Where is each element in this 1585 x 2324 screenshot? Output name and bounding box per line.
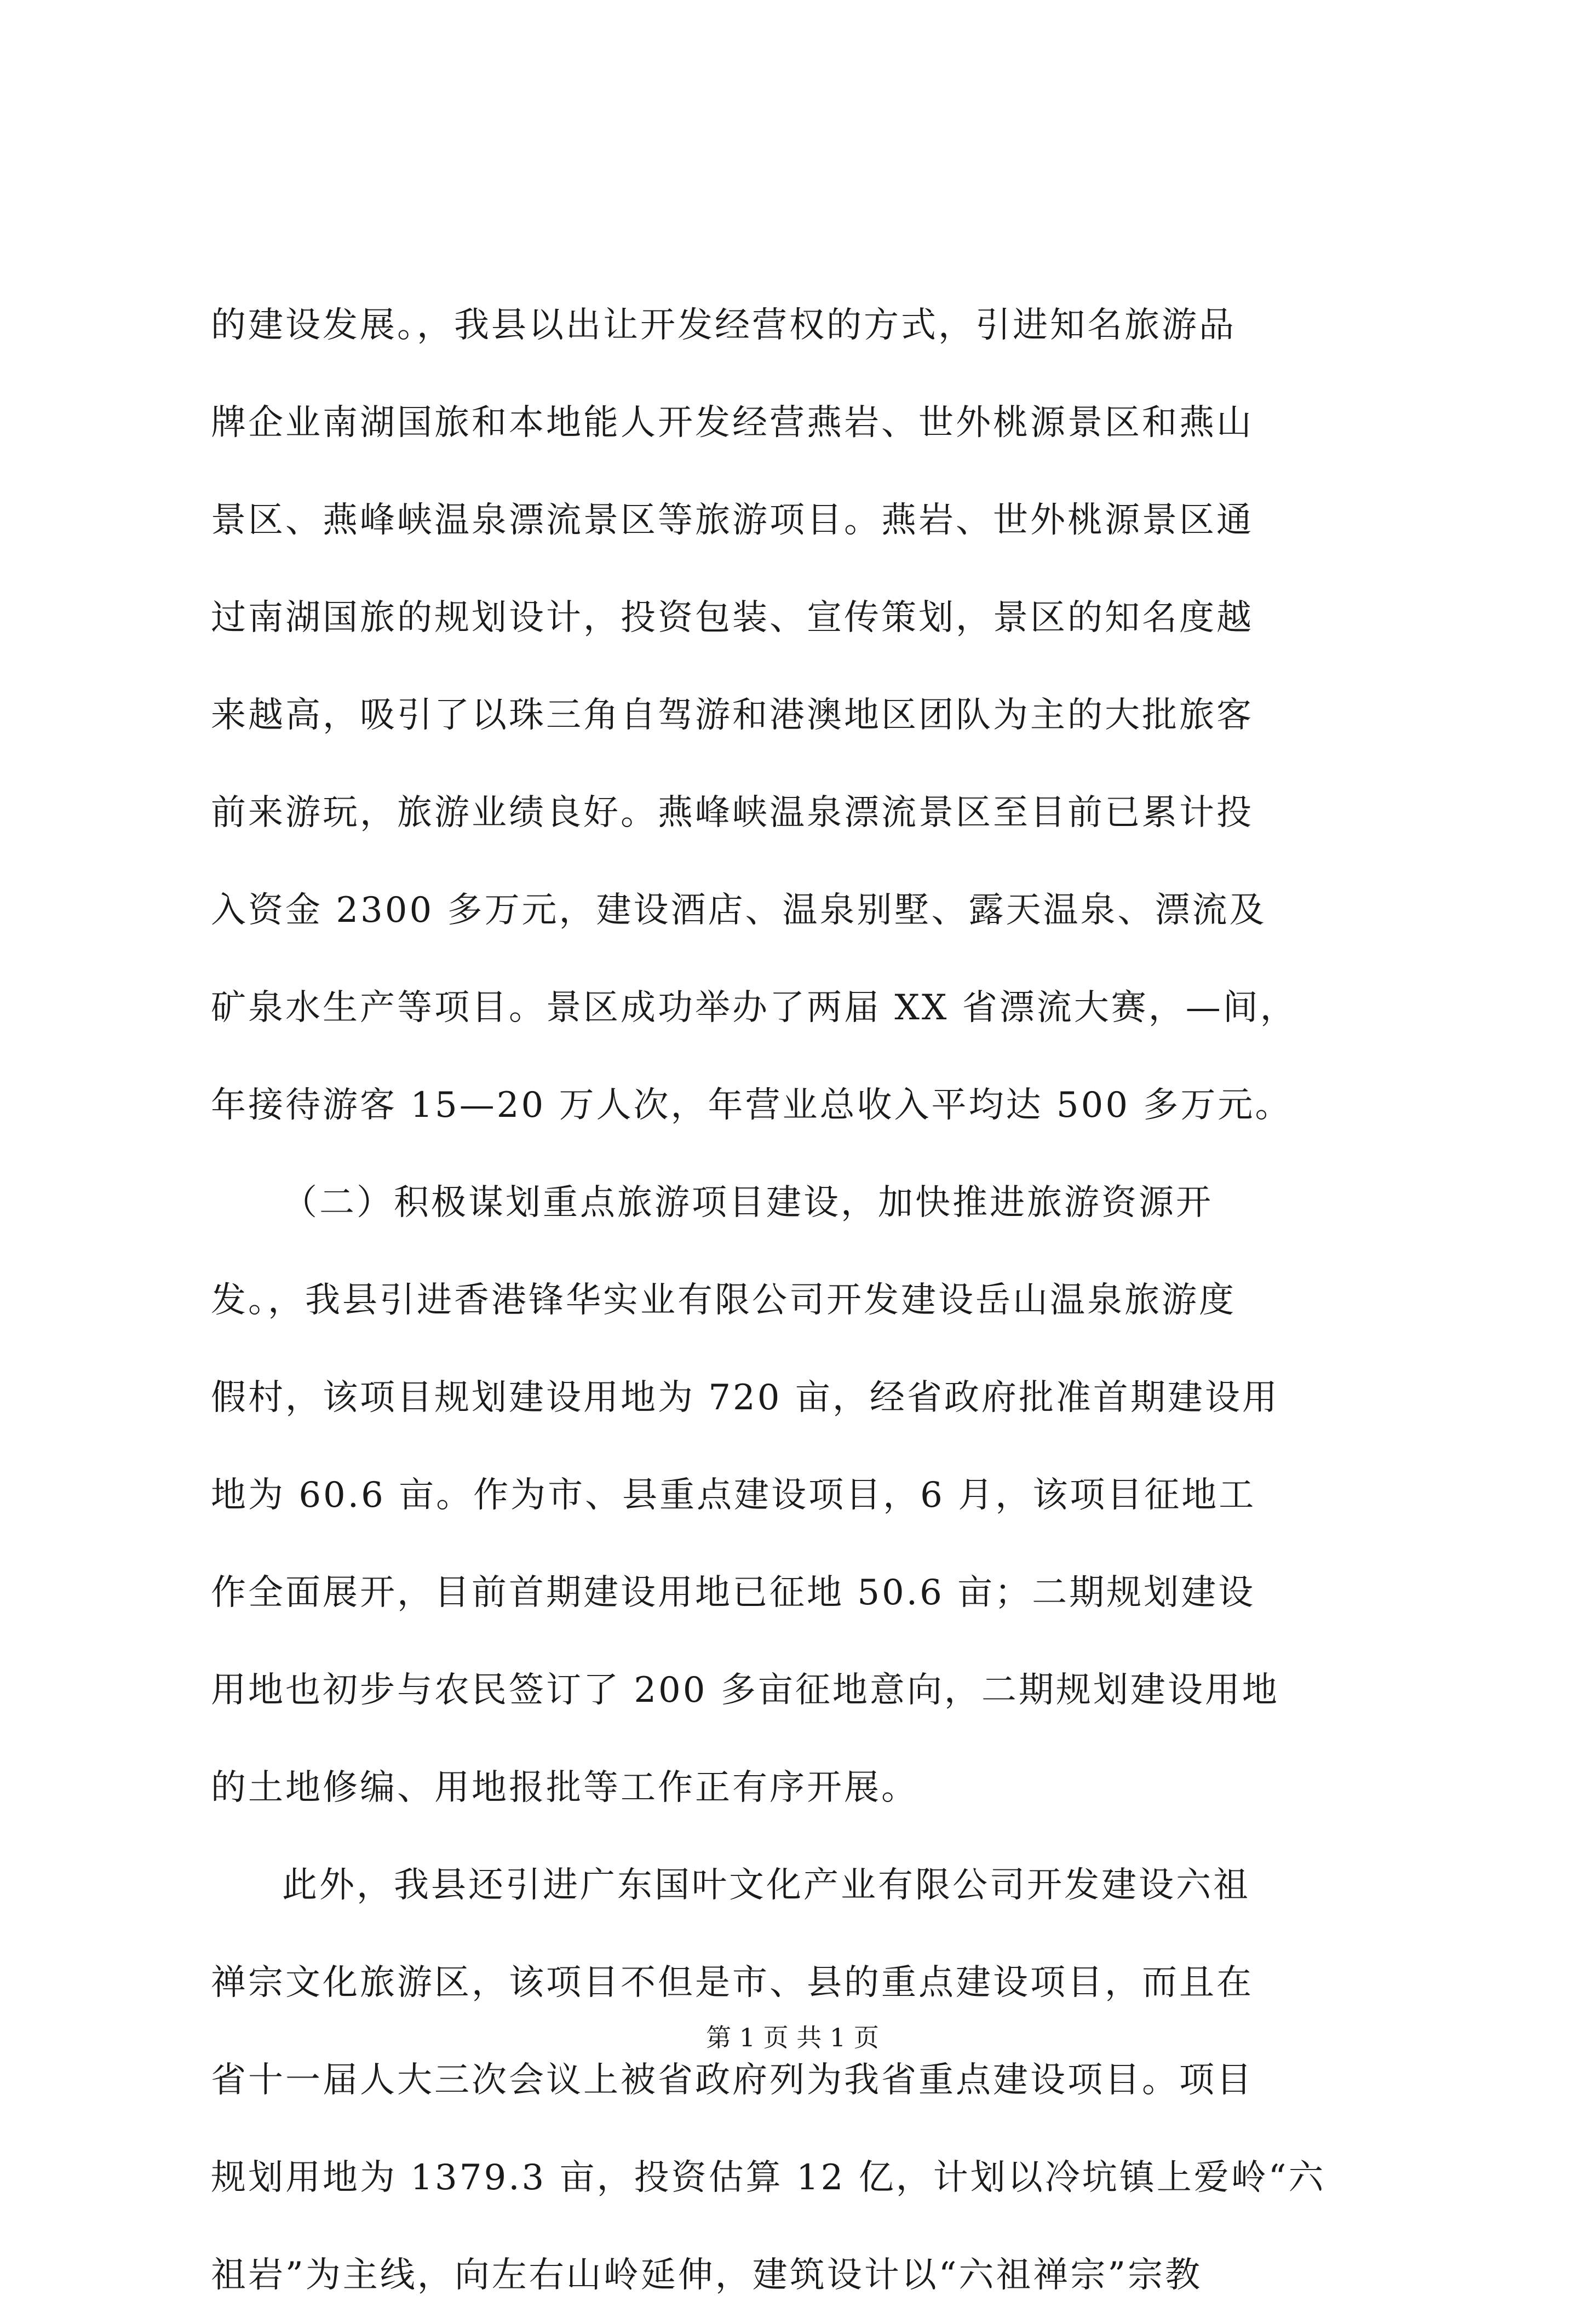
text-line-7: 入资金 2300 多万元，建设酒店、温泉别墅、露天温泉、漂流及 (211, 890, 1267, 931)
page-number-footer: 第 1 页 共 1 页 (706, 2023, 879, 2052)
text-line-20: 规划用地为 1379.3 亩，投资估算 12 亿，计划以冷坑镇上爱岭“六 (211, 2157, 1326, 2198)
document-body (211, 277, 1377, 2324)
text-line-4: 过南湖国旅的规划设计，投资包装、宣传策划，景区的知名度越 (211, 598, 1254, 638)
text-line-16: 的土地修编、用地报批等工作正有序开展。 (211, 1768, 918, 1808)
text-line-14: 作全面展开，目前首期建设用地已征地 50.6 亩；二期规划建设 (211, 1573, 1256, 1613)
text-line-5: 来越高，吸引了以珠三角自驾游和港澳地区团队为主的大批旅客 (211, 695, 1254, 736)
text-line-15: 用地也初步与农民签订了 200 多亩征地意向，二期规划建设用地 (211, 1670, 1279, 1711)
text-line-13: 地为 60.6 亩。作为市、县重点建设项目，6 月，该项目征地工 (211, 1475, 1256, 1516)
paragraph-start-line: 此外，我县还引进广东国叶文化产业有限公司开发建设六祖 (282, 1865, 1250, 1906)
text-line-1: 的建设发展。，我县以出让开发经营权的方式，引进知名旅游品 (211, 305, 1236, 346)
text-line-9: 年接待游客 15—20 万人次，年营业总收入平均达 500 多万元。 (211, 1085, 1293, 1126)
section-heading-line: （二）积极谋划重点旅游项目建设，加快推进旅游资源开 (282, 1183, 1213, 1223)
text-line-11: 发。，我县引进香港锋华实业有限公司开发建设岳山温泉旅游度 (211, 1280, 1236, 1321)
text-line-21: 祖岩”为主线，向左右山岭延伸，建筑设计以“六祖禅宗”宗教 (211, 2255, 1203, 2296)
text-line-19: 省十一届人大三次会议上被省政府列为我省重点建设项目。项目 (211, 2060, 1254, 2101)
text-line-3: 景区、燕峰峡温泉漂流景区等旅游项目。燕岩、世外桃源景区通 (211, 500, 1254, 541)
text-line-6: 前来游玩，旅游业绩良好。燕峰峡温泉漂流景区至目前已累计投 (211, 793, 1254, 833)
text-line-2: 牌企业南湖国旅和本地能人开发经营燕岩、世外桃源景区和燕山 (211, 403, 1254, 443)
text-line-8: 矿泉水生产等项目。景区成功举办了两届 XX 省漂流大赛，—间， (211, 988, 1297, 1028)
text-line-12: 假村，该项目规划建设用地为 720 亩，经省政府批准首期建设用 (211, 1378, 1279, 1418)
text-line-18: 禅宗文化旅游区，该项目不但是市、县的重点建设项目，而且在 (211, 1963, 1254, 2003)
